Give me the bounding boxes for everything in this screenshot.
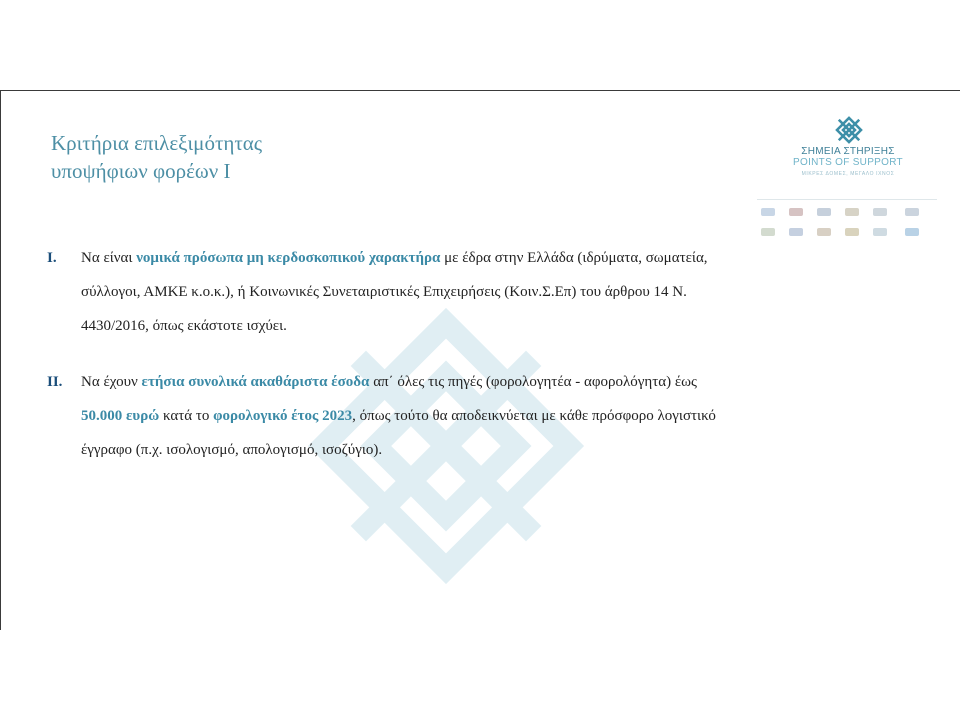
criterion-text: κατά το: [159, 408, 214, 424]
partner-logo: [789, 228, 803, 236]
points-of-support-logo: [787, 111, 937, 177]
logo-text-english: POINTS OF SUPPORT: [793, 157, 903, 168]
criterion-highlight: φορολογικό έτος 2023: [213, 408, 353, 424]
partner-logo: [873, 228, 887, 236]
partner-logo: [789, 208, 803, 216]
criterion-highlight: νομικά πρόσωπα μη κερδοσκοπικού χαρακτήρα: [136, 250, 441, 266]
title-line-2: υποψήφιων φορέων Ι: [51, 159, 231, 183]
partner-logo: [845, 208, 859, 216]
eligibility-criteria-list: [47, 241, 727, 467]
partner-logo: [761, 228, 775, 236]
criterion-text: , όπως τούτο θα αποδεικνύεται με κάθε πρόσφορο λογιστικό έγγραφο (π.χ. ισολογισμό, απολογισμό, ισοζύγιο).: [81, 408, 716, 458]
partner-logo: [905, 228, 919, 236]
partner-logo: [873, 208, 887, 216]
partner-logos-strip: [757, 199, 937, 246]
criterion-numeral: II.: [47, 374, 63, 390]
criterion-text: Να έχουν: [81, 374, 142, 390]
criterion-text: Να είναι: [81, 250, 137, 266]
slide-title: [51, 129, 262, 185]
partner-logo: [905, 208, 919, 216]
partner-logo: [817, 208, 831, 216]
partner-logo: [845, 228, 859, 236]
criterion-highlight: 50.000 ευρώ: [81, 408, 160, 424]
partner-logo: [817, 228, 831, 236]
endless-knot-icon: [832, 113, 866, 147]
title-line-1: Κριτήρια επιλεξιμότητας: [51, 131, 263, 155]
slide: [1, 91, 960, 631]
criterion-text: με έδρα στην Ελλάδα (ιδρύματα, σωματεία, σύλλογοι, ΑΜΚΕ κ.ο.κ.), ή Κοινωνικές Συνεταιριστικές Επιχειρήσεις (Κοιν.Σ.Επ) του άρθρου 14 Ν. 4430/2016, όπως εκάστοτε ισχύει.: [81, 250, 708, 334]
logo-tagline: ΜΙΚΡΕΣ ΔΟΜΕΣ, ΜΕΓΑΛΟ ΙΧΝΟΣ: [801, 171, 895, 177]
criterion-item: [47, 241, 727, 343]
logo-text-greek: ΣΗΜΕΙΑ ΣΤΗΡΙΞΗΣ: [801, 146, 895, 157]
criterion-item: [47, 365, 727, 467]
criterion-numeral: I.: [47, 250, 57, 266]
partner-logo: [761, 208, 775, 216]
criterion-text: απ΄ όλες τις πηγές (φορολογητέα - αφορολόγητα) έως: [369, 374, 697, 390]
criterion-highlight: ετήσια συνολικά ακαθάριστα έσοδα: [141, 374, 370, 390]
